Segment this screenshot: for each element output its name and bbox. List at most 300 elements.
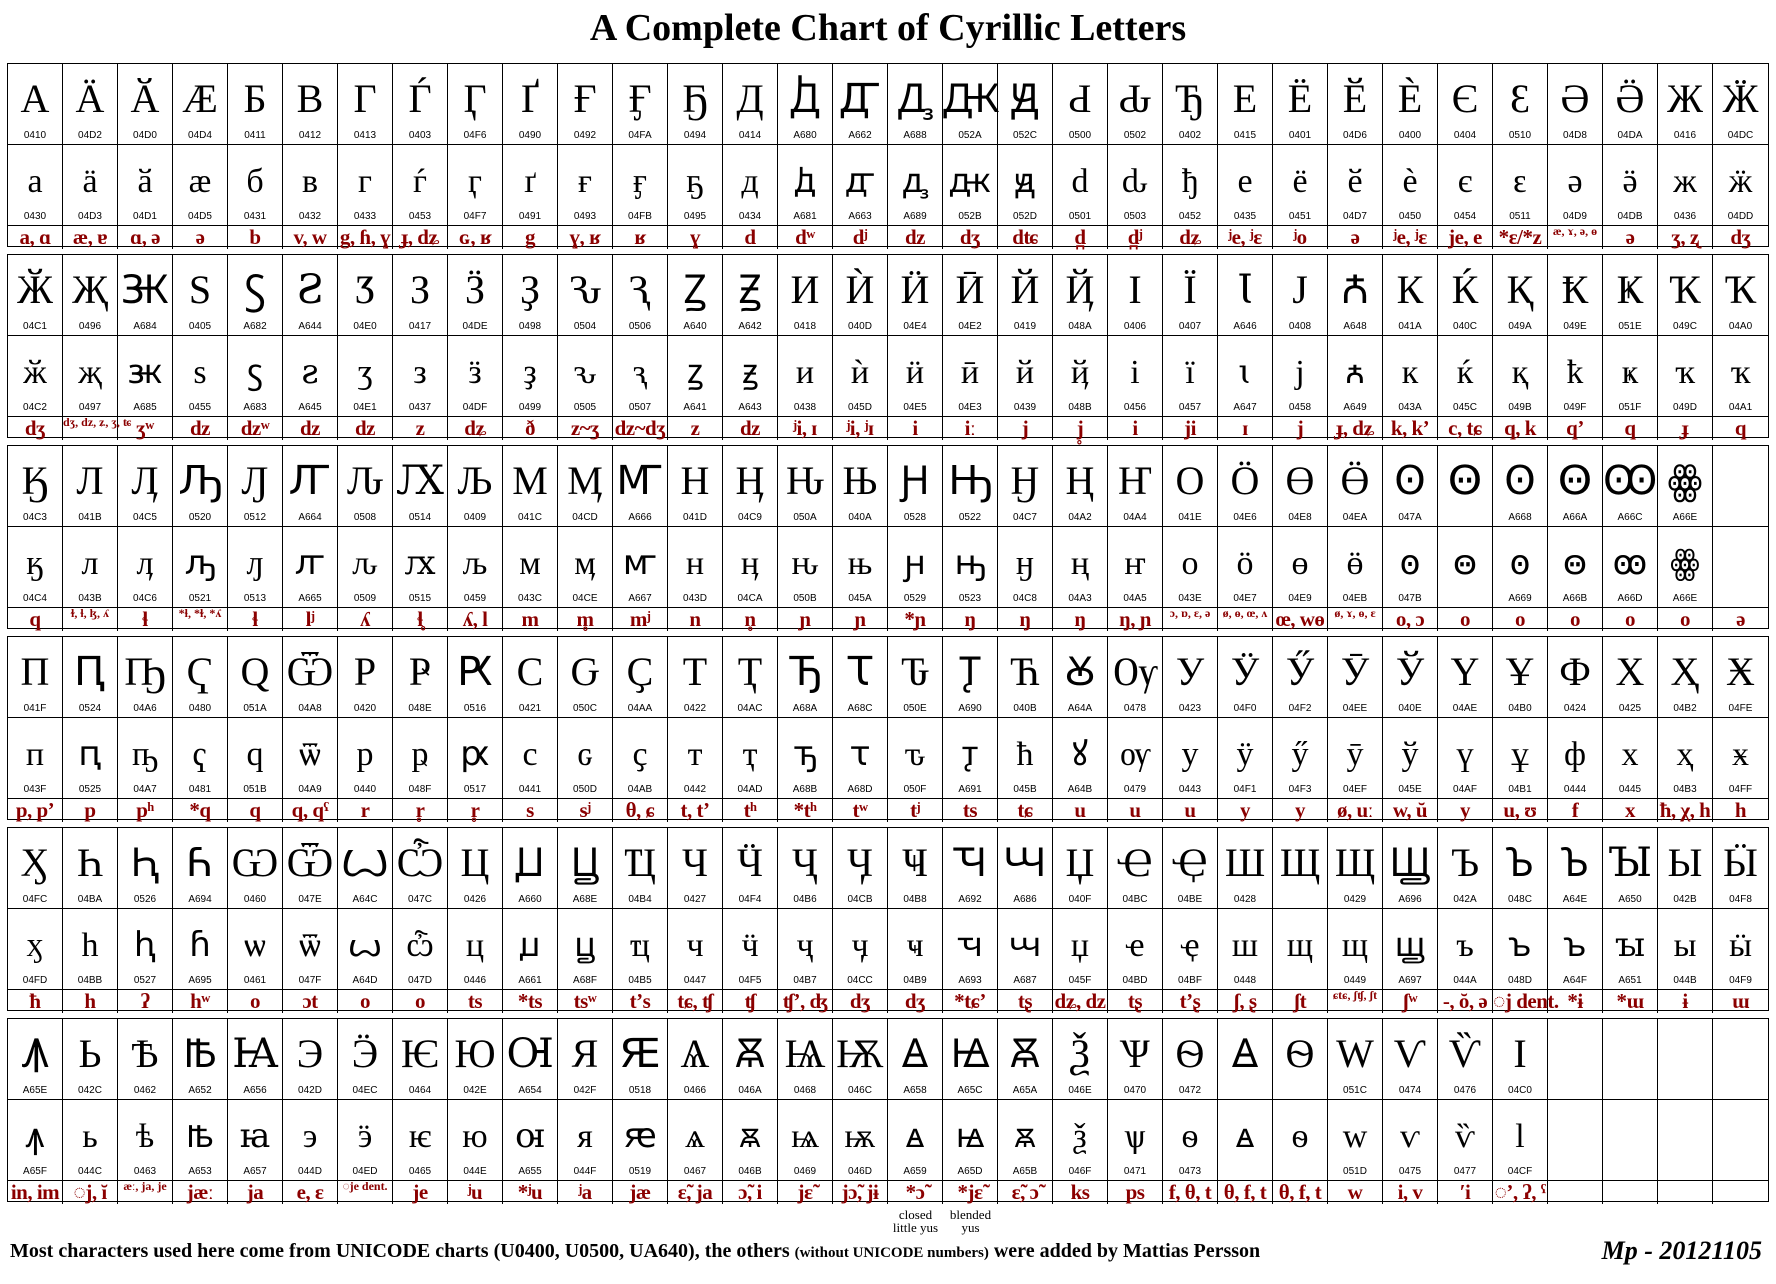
uppercase-glyph: Ꙑ [1607, 840, 1653, 885]
unicode-code: 0417 [408, 321, 432, 332]
lowercase-glyph: ӻ [633, 163, 647, 200]
lowercase-glyph: ꙩ [1509, 545, 1531, 582]
letter-cell [173, 145, 228, 225]
letter-cell [118, 145, 173, 225]
letter-cell [1603, 828, 1658, 908]
sound-value: dz [173, 417, 228, 440]
uppercase-glyph: Ԝ [1336, 1031, 1374, 1076]
lowercase-glyph: ѝ [850, 354, 870, 391]
letter-cell [1383, 527, 1438, 607]
sound-value: dʲ [833, 226, 888, 249]
letter-cell [448, 637, 503, 717]
letter-cell [503, 145, 558, 225]
unicode-code: 0512 [243, 512, 267, 523]
lowercase-glyph: ӌ [851, 927, 869, 964]
unicode-code: 047A [1398, 512, 1422, 523]
unicode-code: 0462 [133, 1085, 157, 1096]
letter-cell [998, 446, 1053, 526]
unicode-code: 0429 [1343, 894, 1367, 905]
sound-value: jæː [173, 1181, 228, 1204]
unicode-code: 04F8 [1729, 894, 1752, 905]
sound-value: u [1163, 799, 1218, 822]
unicode-code: A64D [352, 975, 378, 986]
lowercase-glyph: ӈ [1015, 545, 1035, 582]
uppercase-glyph: Ѳ [1285, 1031, 1315, 1076]
letter-cell [998, 527, 1053, 607]
sound-value: r̥ [393, 799, 448, 822]
sound-value: ʲe, ʲɛ [1218, 226, 1273, 249]
sound-value: ʁ [613, 226, 668, 249]
unicode-code: 04F0 [1233, 703, 1257, 714]
uppercase-glyph: Ѽ [395, 840, 445, 885]
uppercase-glyph: Б [243, 76, 267, 121]
letter-cell [1438, 1019, 1493, 1099]
unicode-code: 044A [1453, 975, 1477, 986]
letter-cell [283, 145, 338, 225]
letter-cell [1713, 255, 1768, 335]
letter-cell [283, 718, 338, 798]
unicode-code: 0505 [573, 402, 597, 413]
unicode-code: 04C8 [1013, 593, 1037, 604]
uppercase-glyph: Ж [1667, 76, 1703, 121]
letter-cell [228, 255, 283, 335]
letter-cell [1273, 718, 1328, 798]
letter-cell [1053, 637, 1108, 717]
uppercase-glyph: Ӣ [955, 267, 985, 312]
unicode-code: 04B7 [793, 975, 817, 986]
letter-cell [1163, 446, 1218, 526]
lowercase-glyph: ꙮ [1670, 545, 1700, 582]
sound-value: *ɬ, *ɫ, *ʎ [173, 608, 228, 631]
unicode-code: 0465 [408, 1166, 432, 1177]
unicode-code: 0519 [628, 1166, 652, 1177]
sound-value: ɬ [228, 608, 283, 631]
unicode-code: 040A [848, 512, 872, 523]
letter-cell [8, 828, 63, 908]
sound-value: ʹi [1438, 1181, 1493, 1204]
unicode-code: 0521 [188, 593, 212, 604]
unicode-code: 044D [298, 1166, 322, 1177]
letter-cell [943, 637, 998, 717]
lowercase-glyph: ђ [1181, 163, 1199, 200]
unicode-code: 046D [848, 1166, 872, 1177]
sound-value: ʧʼ, ʤ [778, 990, 833, 1013]
sound-value: ʧ [723, 990, 778, 1013]
sound-value: j [998, 417, 1053, 440]
letter-cell [1603, 446, 1658, 526]
unicode-code: A68E [572, 894, 598, 905]
letter-cell [8, 637, 63, 717]
sound-value: v, w [283, 226, 338, 249]
letter-cell [558, 637, 613, 717]
unicode-code: 04DF [462, 402, 488, 413]
lowercase-row [8, 718, 1768, 798]
letter-cell [283, 1019, 338, 1099]
lowercase-glyph: ӹ [1729, 927, 1752, 964]
unicode-code: 0454 [1453, 211, 1477, 222]
letter-cell [723, 336, 778, 416]
sound-value: *ɯ [1603, 990, 1658, 1013]
sound-value: d [723, 226, 778, 249]
lowercase-glyph: ԍ [577, 736, 593, 773]
lowercase-glyph: ҽ [1125, 927, 1145, 964]
lowercase-glyph: м [519, 545, 541, 582]
lowercase-glyph: ꙅ [301, 354, 319, 391]
unicode-code: A66D [1617, 593, 1643, 604]
unicode-code: 0459 [463, 593, 487, 604]
letter-cell [723, 718, 778, 798]
unicode-code: 041A [1398, 321, 1422, 332]
uppercase-glyph: Ҙ [519, 267, 541, 312]
unicode-code: 0411 [244, 130, 266, 141]
letter-cell [338, 718, 393, 798]
letter-cell [998, 1100, 1053, 1180]
uppercase-glyph: Ө [1285, 458, 1315, 503]
unicode-code: 0427 [683, 894, 707, 905]
letter-cell [613, 255, 668, 335]
lowercase-glyph: ꙋ [1072, 736, 1088, 773]
uppercase-glyph: Ꙭ [1603, 458, 1658, 503]
letter-cell [778, 255, 833, 335]
letter-cell [1108, 446, 1163, 526]
sound-value: *tʰ [778, 799, 833, 822]
unicode-code: A640 [683, 321, 707, 332]
sound-value: ʃʷ [1383, 990, 1438, 1013]
sound-value: *q [173, 799, 228, 822]
sound-value: dʨ [998, 226, 1053, 249]
uppercase-glyph: Ҕ [682, 76, 708, 121]
letter-cell [1383, 145, 1438, 225]
lowercase-glyph: б [246, 163, 264, 200]
uppercase-glyph: Ҡ [1724, 267, 1757, 312]
sound-value: ʲe, ʲɛ [1383, 226, 1438, 249]
unicode-code: A688 [903, 130, 927, 141]
lowercase-glyph: ꙥ [294, 545, 326, 582]
lowercase-glyph: ꚓ [957, 927, 983, 964]
unicode-code: 04A0 [1728, 321, 1753, 332]
letter-cell [1713, 446, 1768, 526]
lowercase-glyph: ꚍ [850, 736, 870, 773]
lowercase-glyph: ѷ [1454, 1118, 1476, 1155]
letter-cell [1108, 718, 1163, 798]
lowercase-glyph: ꙙ [905, 1118, 925, 1155]
letter-cell [393, 909, 448, 989]
letter-cell [118, 255, 173, 335]
uppercase-glyph: Ꙍ [341, 840, 389, 885]
sound-value: ja [228, 1181, 283, 1204]
uppercase-glyph: Ӑ [130, 76, 160, 121]
lowercase-glyph: ӯ [1346, 736, 1364, 773]
lowercase-glyph: ҫ [632, 736, 648, 773]
uppercase-row [8, 828, 1768, 909]
letter-cell [1548, 145, 1603, 225]
uppercase-glyph: Ј [1292, 267, 1308, 312]
unicode-code: A645 [298, 402, 322, 413]
letter-cell [173, 527, 228, 607]
unicode-code: 0414 [738, 130, 762, 141]
lowercase-glyph: ѣ [135, 1118, 155, 1155]
lowercase-glyph: ꙛ [1014, 1118, 1036, 1155]
unicode-code: 046B [738, 1166, 762, 1177]
letter-cell [558, 718, 613, 798]
unicode-code: 050D [573, 784, 597, 795]
sound-value: tʼʂ [1163, 990, 1218, 1013]
uppercase-glyph: Ꚇ [1003, 840, 1047, 885]
letter-cell [613, 336, 668, 416]
letter-cell [1108, 336, 1163, 416]
lowercase-glyph: є [1457, 163, 1473, 200]
unicode-code: 0426 [463, 894, 487, 905]
uppercase-glyph: Ԅ [568, 267, 602, 312]
uppercase-glyph: Я [571, 1031, 599, 1076]
lowercase-glyph: җ [78, 354, 102, 391]
unicode-code: 04EB [1342, 593, 1368, 604]
letter-cell [338, 828, 393, 908]
letter-band [7, 827, 1769, 1011]
unicode-code: A661 [518, 975, 542, 986]
sound-value: m̥ [558, 608, 613, 631]
sound-value: lʲ [283, 608, 338, 631]
unicode-code: 04E7 [1233, 593, 1257, 604]
uppercase-glyph: Ӂ [17, 267, 53, 312]
uppercase-glyph: Ꚉ [898, 76, 932, 121]
unicode-code: 04A3 [1068, 593, 1092, 604]
unicode-code: 048C [1508, 894, 1532, 905]
lowercase-glyph: ћ [1016, 736, 1034, 773]
uppercase-glyph: Ԏ [901, 649, 929, 694]
letter-cell [1273, 145, 1328, 225]
sound-value: ø, ɵ, œ, ʌ [1218, 608, 1273, 631]
sound-value: ɟ [1658, 417, 1713, 440]
letter-cell [778, 1100, 833, 1180]
sound-value: ø, uː [1328, 799, 1383, 822]
unicode-code: 04D1 [133, 211, 157, 222]
unicode-code: 0422 [683, 703, 707, 714]
lowercase-glyph: ө [1291, 545, 1309, 582]
letter-cell [283, 828, 338, 908]
unicode-code: 041E [1178, 512, 1202, 523]
unicode-code: 0494 [683, 130, 707, 141]
uppercase-glyph: О [1175, 458, 1205, 503]
unicode-code: 0442 [683, 784, 707, 795]
letter-cell [833, 828, 888, 908]
unicode-code: 0447 [683, 975, 707, 986]
letter-cell [833, 255, 888, 335]
letter-cell [393, 1100, 448, 1180]
sound-value: y [1273, 799, 1328, 822]
letter-cell [1328, 637, 1383, 717]
letter-cell [63, 828, 118, 908]
unicode-code: 048E [408, 703, 432, 714]
sound-row [8, 798, 1768, 822]
lowercase-glyph: ұ [1511, 736, 1529, 773]
letter-cell [558, 828, 613, 908]
unicode-code: 051C [1343, 1085, 1367, 1096]
sound-value: h [1734, 798, 1747, 822]
unicode-code: A689 [903, 211, 927, 222]
uppercase-glyph: Ӎ [567, 458, 603, 503]
uppercase-row [8, 64, 1768, 145]
unicode-code: 0409 [463, 512, 487, 523]
sound-value: pʰ [118, 799, 173, 822]
sound-value: w [1328, 1181, 1383, 1204]
uppercase-glyph: Ы [1667, 840, 1703, 885]
lowercase-glyph: ꙍ [347, 927, 383, 964]
uppercase-glyph: Ә [1560, 76, 1590, 121]
unicode-code: 041D [683, 512, 707, 523]
letter-cell [558, 1019, 613, 1099]
lowercase-glyph: ҳ [1676, 736, 1694, 773]
uppercase-glyph: Ӛ [1615, 76, 1645, 121]
sound-value: o [228, 990, 283, 1013]
unicode-code: 045B [1013, 784, 1037, 795]
uppercase-glyph: Җ [72, 267, 108, 312]
sound-value: ts [943, 799, 998, 822]
uppercase-glyph: Ӗ [1342, 76, 1368, 121]
unicode-code: 049E [1563, 321, 1587, 332]
letter-cell [1493, 909, 1548, 989]
sound-value: ŋ, ɲ [1108, 608, 1163, 631]
unicode-code: 042A [1453, 894, 1477, 905]
lowercase-glyph: ҙ [523, 354, 537, 391]
sound-value: æː, ja, je [118, 1181, 173, 1204]
lowercase-glyph: ꙫ [1452, 545, 1478, 582]
letter-cell [1108, 145, 1163, 225]
sound-value: tɕ, ʧ [668, 990, 723, 1013]
lowercase-glyph: ӷ [468, 163, 482, 200]
letter-cell [668, 828, 723, 908]
unicode-code: A696 [1398, 894, 1422, 905]
sound-value: ð [503, 417, 558, 440]
unicode-code: 04CA [737, 593, 763, 604]
unicode-code: A66B [1562, 593, 1588, 604]
unicode-code: 04DA [1617, 130, 1643, 141]
letter-cell [8, 718, 63, 798]
letter-cell [1163, 1100, 1218, 1180]
lowercase-glyph: ӧ [1236, 545, 1254, 582]
lowercase-glyph: ҭ [742, 736, 758, 773]
letter-chart-grid [7, 63, 1769, 1209]
lowercase-glyph: с [522, 736, 538, 773]
lowercase-glyph: ќ [1456, 354, 1474, 391]
letter-cell [943, 255, 998, 335]
uppercase-glyph: Ь [78, 1031, 102, 1076]
lowercase-glyph: ӏ [1515, 1118, 1525, 1155]
letter-cell [503, 64, 558, 144]
lowercase-glyph: і [1130, 354, 1140, 391]
lowercase-glyph: п [25, 736, 45, 773]
letter-cell [1108, 527, 1163, 607]
letter-cell [943, 909, 998, 989]
unicode-code: 046C [848, 1085, 872, 1096]
letter-cell [778, 446, 833, 526]
letter-cell [1108, 637, 1163, 717]
letter-cell [558, 446, 613, 526]
sound-value: ks [1053, 1181, 1108, 1204]
letter-cell [1548, 255, 1603, 335]
sound-value: dz [888, 226, 943, 249]
sound-value: u, ʊ [1493, 799, 1548, 822]
unicode-code: 0520 [188, 512, 212, 523]
unicode-code: 04AF [1453, 784, 1477, 795]
lowercase-glyph: ꙣ [844, 163, 876, 200]
unicode-code: 04E1 [353, 402, 377, 413]
letter-cell [668, 64, 723, 144]
uppercase-glyph: Ӷ [463, 76, 487, 121]
letter-cell [173, 1100, 228, 1180]
unicode-code: 0440 [353, 784, 377, 795]
sound-value: dʑ, dz [1053, 990, 1108, 1013]
lowercase-row [8, 1100, 1768, 1180]
sound-value: *ɲ [888, 608, 943, 631]
letter-cell [1548, 64, 1603, 144]
letter-cell [1658, 637, 1713, 717]
unicode-code: 045D [848, 402, 872, 413]
uppercase-glyph: Ѷ [1448, 1031, 1482, 1076]
sound-value: dʷ [778, 226, 833, 249]
lowercase-glyph: ԋ [791, 545, 819, 582]
sound-value: θ, f, t [1218, 1181, 1273, 1204]
letter-cell [943, 64, 998, 144]
lowercase-glyph: ӝ [1728, 163, 1753, 200]
letter-cell [1713, 1100, 1768, 1180]
sound-value: dzʷ [228, 417, 283, 440]
unicode-code: 04CC [847, 975, 873, 986]
sound-value: q [228, 799, 283, 822]
letter-cell [1383, 1019, 1438, 1099]
unicode-code: A654 [518, 1085, 542, 1096]
sound-value: tʼs [613, 990, 668, 1013]
uppercase-glyph: Ꚍ [847, 649, 873, 694]
sound-value: i, v [1383, 1181, 1438, 1204]
letter-cell [1328, 64, 1383, 144]
lowercase-glyph: ҝ [1621, 354, 1639, 391]
uppercase-row [8, 1019, 1768, 1100]
letter-cell [1383, 336, 1438, 416]
lowercase-glyph: њ [847, 545, 873, 582]
sound-value: r [338, 799, 393, 822]
letter-cell [998, 255, 1053, 335]
uppercase-glyph: Ё [1287, 76, 1313, 121]
sound-value: n̥ [723, 608, 778, 631]
sound-value: u [1053, 799, 1108, 822]
uppercase-glyph: Ꚕ [186, 840, 214, 885]
unicode-code: 048F [408, 784, 432, 795]
letter-cell [173, 255, 228, 335]
unicode-code: A685 [133, 402, 157, 413]
letter-cell [1438, 446, 1493, 526]
sound-value: ʎ, l [448, 608, 503, 631]
sound-value: θ, f, t [1273, 1181, 1328, 1204]
lowercase-glyph: ꙭ [1612, 545, 1648, 582]
sound-row [8, 225, 1768, 249]
letter-cell [338, 1100, 393, 1180]
unicode-code: 0491 [518, 211, 542, 222]
letter-cell [228, 718, 283, 798]
letter-cell [503, 527, 558, 607]
unicode-code: 051B [243, 784, 267, 795]
letter-cell [1273, 527, 1328, 607]
letter-cell [1438, 527, 1493, 607]
letter-cell [283, 64, 338, 144]
sound-value: s [503, 799, 558, 822]
lowercase-glyph: ѳ [1181, 1118, 1199, 1155]
unicode-code: A683 [243, 402, 267, 413]
uppercase-glyph: Ҫ [626, 649, 654, 694]
unicode-code: 040D [848, 321, 872, 332]
lowercase-glyph: ԩ [904, 545, 926, 582]
uppercase-glyph: Ӄ [21, 458, 49, 503]
